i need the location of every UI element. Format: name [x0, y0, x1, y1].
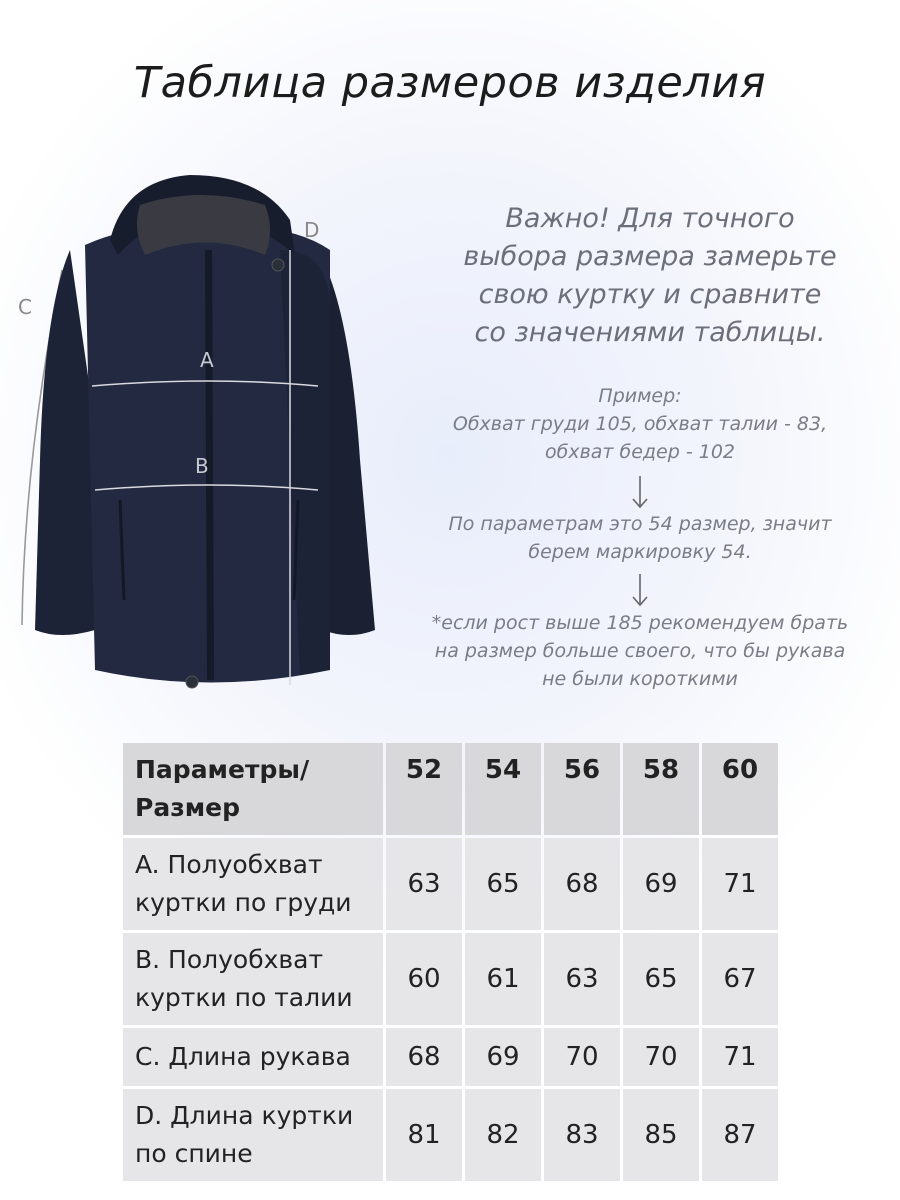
result-block [390, 510, 890, 566]
note-block [390, 609, 890, 693]
example-line: обхват бедер - 102 [544, 441, 736, 463]
value-cell: 63 [386, 838, 462, 930]
value-cell: 61 [465, 933, 541, 1025]
label-c: C [18, 295, 32, 319]
note-line: не были короткими [542, 668, 738, 690]
row-label-cell: B. Полуобхват куртки по талии [123, 933, 383, 1025]
example-line: Обхват груди 105, обхват талии - 83, [452, 413, 828, 435]
value-cell: 60 [386, 933, 462, 1025]
important-note [430, 200, 870, 352]
important-line: выбора размера замерьте [463, 241, 837, 272]
value-cell: 85 [623, 1089, 699, 1181]
value-cell: 63 [544, 933, 620, 1025]
label-a: A [200, 348, 214, 372]
jacket-image [0, 160, 420, 720]
size-table [120, 740, 781, 1184]
value-cell: 69 [623, 838, 699, 930]
value-cell: 87 [702, 1089, 778, 1181]
label-d: D [304, 218, 320, 242]
value-cell: 67 [702, 933, 778, 1025]
note-line: *если рост выше 185 рекомендуем брать [431, 612, 849, 634]
value-cell: 70 [544, 1028, 620, 1086]
arrow-down-icon [630, 572, 650, 608]
value-cell: 83 [544, 1089, 620, 1181]
value-cell: 71 [702, 838, 778, 930]
example-line: Пример: [598, 385, 682, 407]
header-size-cell: 58 [623, 743, 699, 835]
note-line: на размер больше своего, что бы рукава [434, 640, 846, 662]
row-label-cell: A. Полуобхват куртки по груди [123, 838, 383, 930]
value-cell: 82 [465, 1089, 541, 1181]
example-block [390, 382, 890, 466]
table-row [123, 1028, 778, 1086]
value-cell: 81 [386, 1089, 462, 1181]
value-cell: 70 [623, 1028, 699, 1086]
header-size-cell: 52 [386, 743, 462, 835]
important-line: Важно! Для точного [505, 203, 795, 234]
value-cell: 71 [702, 1028, 778, 1086]
page-title: Таблица размеров изделия [133, 58, 767, 108]
value-cell: 69 [465, 1028, 541, 1086]
result-line: По параметрам это 54 размер, значит [448, 513, 832, 535]
result-line: берем маркировку 54. [528, 541, 752, 563]
value-cell: 68 [544, 838, 620, 930]
important-line: свою куртку и сравните [478, 279, 822, 310]
table-row [123, 838, 778, 930]
table-row [123, 933, 778, 1025]
table-header-row [123, 743, 778, 835]
table-row [123, 1089, 778, 1181]
value-cell: 65 [465, 838, 541, 930]
important-line: со значениями таблицы. [474, 317, 826, 348]
value-cell: 65 [623, 933, 699, 1025]
header-size-cell: 54 [465, 743, 541, 835]
row-label-cell: D. Длина куртки по спине [123, 1089, 383, 1181]
jacket-illustration [0, 160, 420, 720]
label-b: B [195, 454, 209, 478]
value-cell: 68 [386, 1028, 462, 1086]
header-param-cell: Параметры/ Размер [123, 743, 383, 835]
header-size-cell: 56 [544, 743, 620, 835]
arrow-down-icon [630, 474, 650, 510]
row-label-cell: C. Длина рукава [123, 1028, 383, 1086]
header-size-cell: 60 [702, 743, 778, 835]
